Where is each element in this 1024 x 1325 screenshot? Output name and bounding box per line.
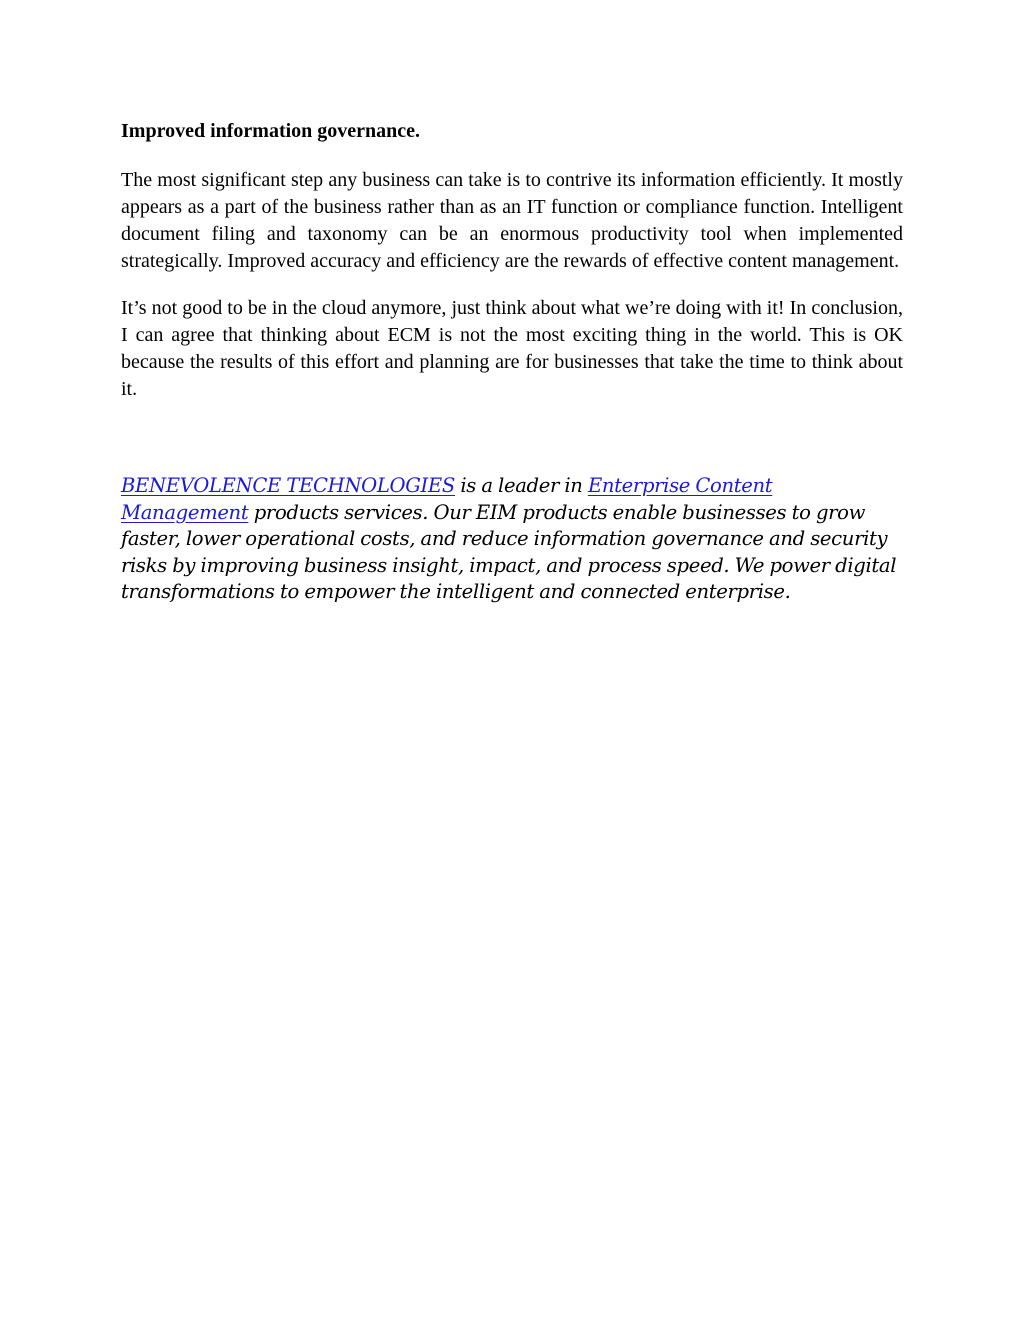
company-promo — [121, 473, 903, 606]
promo-text-1: is a leader in — [454, 474, 588, 497]
ecm-link[interactable]: Enterprise Content Management — [121, 474, 773, 524]
paragraph-conclusion: It’s not good to be in the cloud anymore, just think about what we’re doing with it! In conclusion, I can agree that thinking about ECM is not the most exciting thing in the world. This is OK because the results of this effort and planning are for businesses that take the time to think about it. — [121, 297, 903, 400]
company-link[interactable]: BENEVOLENCE TECHNOLOGIES — [121, 474, 455, 497]
paragraph-governance: The most significant step any business can take is to contrive its information efficiently. It mostly appears as a part of the business rather than as an IT function or compliance function. Intelligent document filing and taxonomy can be an enormous productivity tool when implemented strategically. Improved accuracy and efficiency are the rewards of effective content management. — [121, 169, 903, 272]
document-body — [121, 118, 903, 625]
promo-text-2: products services. Our EIM products enable businesses to grow faster, lower operational costs, and reduce information governance and security risks by improving business insight, impact, and process speed. We power digital transformations to empower the intelligent and connected enterprise. — [121, 500, 897, 603]
section-heading: Improved information governance. — [121, 120, 421, 142]
